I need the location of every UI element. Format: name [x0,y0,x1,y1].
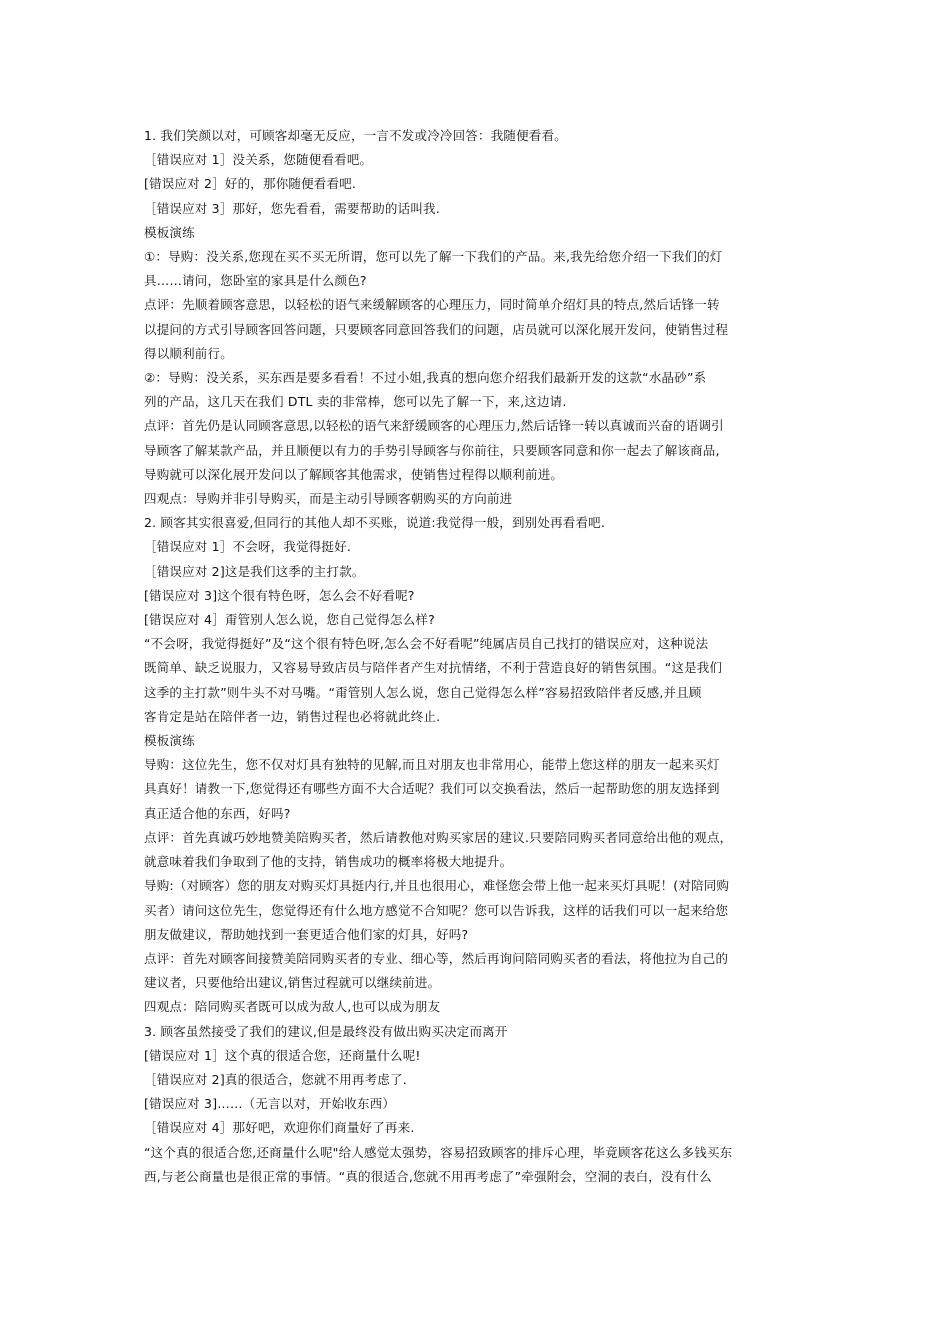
wrong-response-3: ［错误应对 3］那好，您先看看，需要帮助的话叫我. [144,200,440,216]
text-line: 导购就可以深化展开发问以了解顾客其他需求，使销售过程得以顺利前进。 [144,466,564,482]
text-line: 这季的主打款”则牛头不对马嘴。“甭管别人怎么说，您自己觉得怎么样”容易招致陪伴者反感,并且顾 [144,684,702,700]
text-line: 导顾客了解某款产品，并且顺便以有力的手势引导顾客与你前往，只要顾客同意和你一起去了解该商品, [144,442,720,458]
text-line: 导购：这位先生，您不仅对灯具有独特的见解,而且对朋友也非常用心，能带上您这样的朋友一起来买灯 [144,757,720,773]
wrong-response-4: [错误应对 4］甭管别人怎么说，您自己觉得怎么样? [144,612,435,628]
text-line: 买者）请问这位先生，您觉得还有什么地方感觉不合知呢？您可以告诉我，这样的话我们可以一起来给您 [144,902,729,918]
text-line: 朋友做建议，帮助她找到一套更适合他们家的灯具，好吗? [144,926,469,942]
viewpoint-line: 四观点：导购并非引导购买，而是主动引导顾客朝购买的方向前进 [144,491,513,507]
text-line: “不会呀，我觉得挺好”及“这个很有特色呀,怎么会不好看呢”纯属店员自己找打的错误应对，这种说法 [144,636,709,652]
wrong-response-4: ［错误应对 4］那好吧，欢迎你们商量好了再来. [144,1120,415,1136]
template-practice-heading: 模板演练 [144,224,195,240]
wrong-response-2: [错误应对 2］好的，那你随便看看吧. [144,176,357,192]
section-2-heading: 2. 顾客其实很喜爱,但同行的其他人却不买账，说道:我觉得一般，到别处再看看吧. [144,515,606,531]
text-line: ①：导购：没关系,您现在买不买无所谓，您可以先了解一下我们的产品。来,我先给您介绍一下我们的灯 [144,249,723,265]
wrong-response-3: [错误应对 3]这个很有特色呀，怎么会不好看呢? [144,587,415,603]
text-line: “这个真的很适合您,还商量什么呢"给人感觉太强势，容易招致顾客的排斥心理，毕竟顾客花这么多钱买东 [144,1144,733,1160]
text-line: ②：导购：没关系，买东西是要多看看！不过小姐,我真的想向您介绍我们最新开发的这款“水晶砂”系 [144,370,707,386]
text-line: 以提问的方式引导顾客回答问题，只要顾客同意回答我们的问题，店员就可以深化展开发问，使销售过程 [144,321,729,337]
wrong-response-2: ［错误应对 2]这是我们这季的主打款。 [144,563,365,579]
wrong-response-1: ［错误应对 1］不会呀，我觉得挺好. [144,539,352,555]
document-body [144,124,808,1189]
text-line: 客肯定是站在陪伴者一边，销售过程也必将就此终止. [144,708,441,724]
section-3-heading: 3. 顾客虽然接受了我们的建议,但是最终没有做出购买决定而离开 [144,1023,508,1039]
viewpoint-line: 四观点：陪同购买者既可以成为敌人,也可以成为朋友 [144,999,441,1015]
text-line: 西,与老公商量也是很正常的事情。“真的很适合,您就不用再考虑了”牵强附会，空洞的表白，没有什么 [144,1168,712,1184]
text-line: 点评：首先真诚巧妙地赞美陪购买者，然后请教他对购买家居的建议.只要陪同购买者同意给出他的观点， [144,829,733,845]
text-line: 导购:（对顾客）您的朋友对购买灯具挺内行,并且也很用心，难怪您会带上他一起来买灯具呢！(对陪同购 [144,878,730,894]
text-line: 点评：首先对顾客间接赞美陪同购买者的专业、细心等，然后再询问陪同购买者的看法，将他拉为自己的 [144,950,729,966]
wrong-response-3: [错误应对 3]……（无言以对，开始收东西） [144,1096,396,1112]
wrong-response-1: [错误应对 1］这个真的很适合您，还商量什么呢! [144,1047,421,1063]
text-line: 就意味着我们争取到了他的支持，销售成功的概率将极大地提升。 [144,854,513,870]
text-line: 具真好！请教一下,您觉得还有哪些方面不大合适呢？我们可以交换看法，然后一起帮助您的朋友选择到 [144,781,720,797]
text-line: 真正适合他的东西，好吗? [144,805,291,821]
text-line: 列的产品，这几天在我们 DTL 卖的非常棒，您可以先了解一下，来,这边请. [144,394,567,410]
text-line: 具……请问，您卧室的家具是什么颜色? [144,273,367,289]
text-line: 点评：先顺着顾客意思，以轻松的语气来缓解顾客的心理压力，同时简单介绍灯具的特点,然后话锋一转 [144,297,720,313]
wrong-response-2: ［错误应对 2]真的很适合，您就不用再考虑了. [144,1071,407,1087]
text-line: 既简单、缺乏说服力，又容易导致店员与陪伴者产生对抗情绪，不利于营造良好的销售氛围。“这是我们 [144,660,723,676]
section-1-heading: 1. 我们笑颜以对，可顾客却毫无反应，一言不发或冷冷回答：我随便看看。 [144,128,567,143]
text-line: 得以顺利前行。 [144,345,233,361]
wrong-response-1: ［错误应对 1］没关系，您随便看看吧。 [144,152,373,168]
text-line: 建议者，只要他给出建议,销售过程就可以继续前进。 [144,975,441,991]
template-practice-heading: 模板演练 [144,733,195,749]
text-line: 点评：首先仍是认同顾客意思,以轻松的语气来舒缓顾客的心理压力,然后话锋一转以真诚而兴奋的语调引 [144,418,724,434]
